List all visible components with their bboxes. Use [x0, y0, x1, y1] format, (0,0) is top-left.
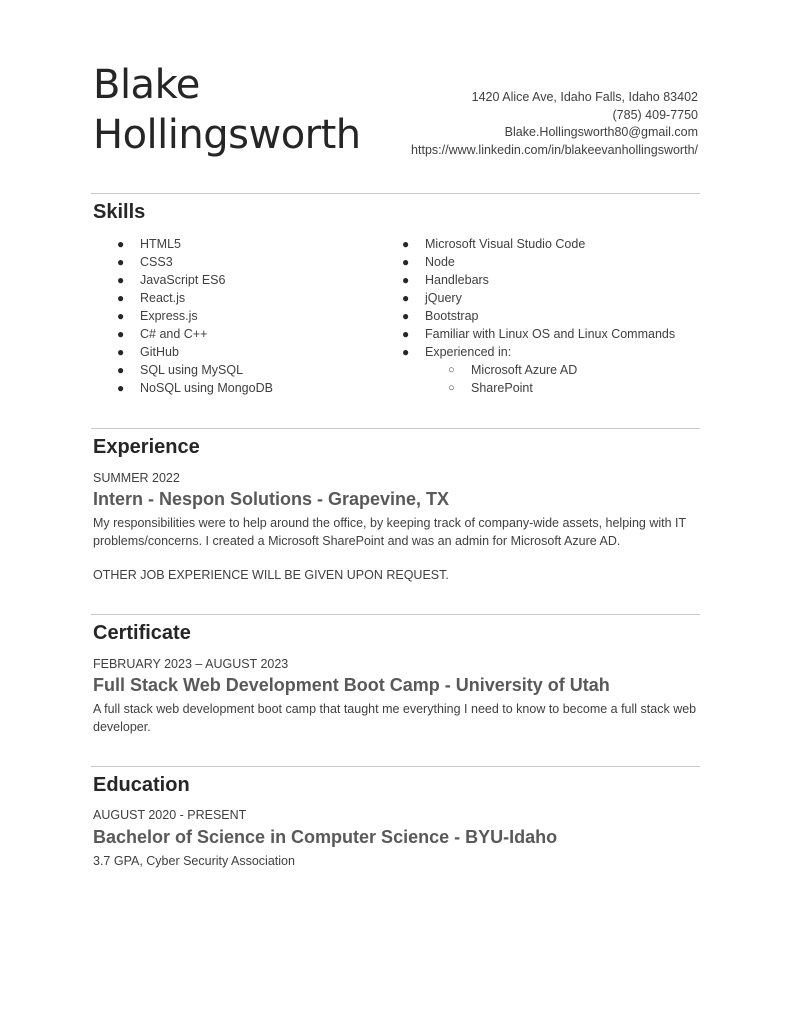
experience-heading: Experience [93, 436, 200, 458]
education-date: AUGUST 2020 - PRESENT [93, 808, 247, 822]
skill-item: ● Express.js [117, 309, 198, 323]
skill-item: ● C# and C++ [117, 327, 208, 341]
education-heading: Education [93, 774, 190, 796]
address: 1420 Alice Ave, Idaho Falls, Idaho 83402 [471, 90, 698, 104]
skill-item: ● CSS3 [117, 255, 173, 269]
skills-list-left [117, 235, 273, 397]
education-description: 3.7 GPA, Cyber Security Association [93, 854, 295, 868]
candidate-name [93, 60, 361, 160]
skill-item: ● React.js [117, 291, 186, 305]
certificate-date: FEBRUARY 2023 – AUGUST 2023 [93, 657, 289, 671]
divider-certificate [91, 766, 700, 767]
email-link[interactable]: Blake.Hollingsworth80@gmail.com [504, 125, 698, 139]
skill-item: ● Experienced in: ○ Microsoft Azure AD ○ SharePoint [425, 343, 675, 397]
skill-item: ● Familiar with Linux OS and Linux Commands [402, 327, 676, 341]
certificate-heading: Certificate [93, 622, 191, 644]
skill-item: ● jQuery [402, 291, 462, 305]
sub-skill-item: ○ SharePoint [448, 381, 533, 395]
divider-header [91, 193, 700, 194]
skill-item: ● Bootstrap [402, 309, 479, 323]
skill-item: ● Handlebars [402, 273, 489, 287]
phone: (785) 409-7750 [612, 107, 698, 122]
skills-heading: Skills [93, 201, 146, 223]
skill-item: ● JavaScript ES6 [117, 273, 226, 287]
education-degree: Bachelor of Science in Computer Science - BYU-Idaho [93, 827, 558, 847]
skill-item: ● Node [402, 255, 455, 269]
skill-item: ● HTML5 [117, 237, 181, 251]
divider-experience [91, 614, 700, 615]
skills-list-right [402, 235, 676, 397]
skill-item: ● SQL using MySQL [117, 363, 244, 377]
experience-note: OTHER JOB EXPERIENCE WILL BE GIVEN UPON REQUEST. [93, 568, 449, 582]
skill-item: ● Microsoft Visual Studio Code [402, 237, 586, 251]
divider-skills [91, 428, 700, 429]
sub-skill-item: ○ Microsoft Azure AD [448, 363, 578, 377]
last-name: Hollingsworth [93, 112, 361, 158]
experience-date: SUMMER 2022 [93, 471, 180, 485]
experienced-in-list [425, 361, 675, 397]
certificate-role: Full Stack Web Development Boot Camp - University of Utah [93, 675, 610, 695]
first-name: Blake [93, 62, 200, 108]
experience-role: Intern - Nespon Solutions - Grapevine, TX [93, 489, 450, 509]
certificate-description: A full stack web development boot camp that taught me everything I need to know to become a full stack web developer. [93, 702, 697, 734]
linkedin-link[interactable]: https://www.linkedin.com/in/blakeevanhollingsworth/ [411, 142, 698, 157]
skill-item: ● NoSQL using MongoDB [117, 381, 273, 395]
skill-item: ● GitHub [117, 345, 179, 359]
contact-block [411, 89, 698, 159]
experience-description: My responsibilities were to help around the office, by keeping track of company-wide assets, helping with IT problems/concerns. I created a Microsoft SharePoint and was an admin for Microsoft Azure AD. [93, 516, 686, 548]
